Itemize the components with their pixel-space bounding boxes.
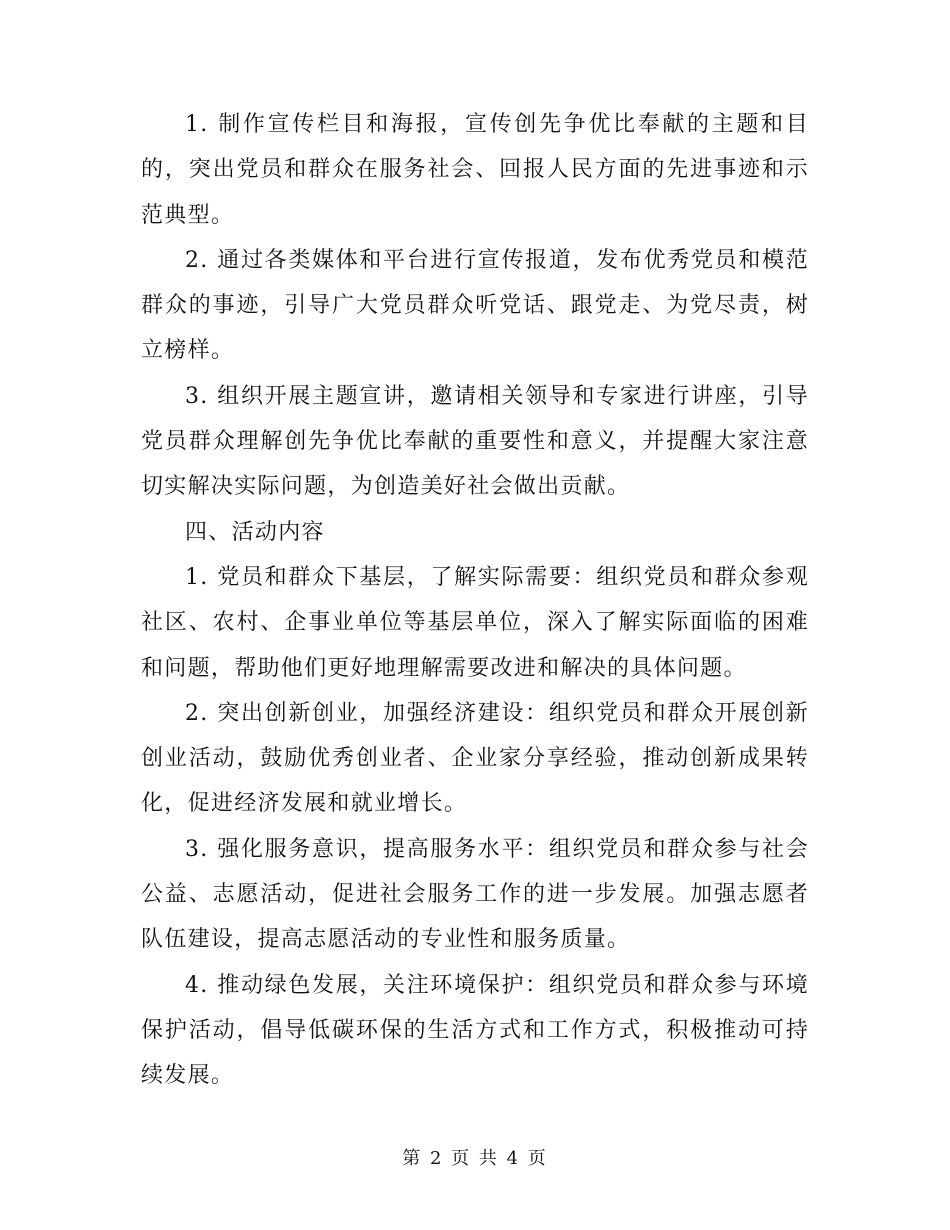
paragraph-activity-4: 4. 推动绿色发展，关注环境保护：组织党员和群众参与环境保护活动，倡导低碳环保的生活方式和工作方式，积极推动可持续发展。	[141, 972, 809, 1089]
paragraph-promotion-2: 2. 通过各类媒体和平台进行宣传报道，发布优秀党员和模范群众的事迹，引导广大党员群众听党话、跟党走、为党尽责，树立榜样。	[141, 247, 809, 364]
document-body	[141, 102, 809, 1099]
paragraph-activity-2: 2. 突出创新创业，加强经济建设：组织党员和群众开展创新创业活动，鼓励优秀创业者、企业家分享经验，推动创新成果转化，促进经济发展和就业增长。	[141, 700, 809, 817]
section-heading-activity-content: 四、活动内容	[185, 519, 325, 545]
page-number-footer: 第 2 页 共 4 页	[402, 1148, 548, 1169]
paragraph-promotion-3: 3. 组织开展主题宣讲，邀请相关领导和专家进行讲座，引导党员群众理解创先争优比奉献的重要性和意义，并提醒大家注意切实解决实际问题，为创造美好社会做出贡献。	[141, 383, 809, 500]
paragraph-promotion-1: 1. 制作宣传栏目和海报，宣传创先争优比奉献的主题和目的，突出党员和群众在服务社会、回报人民方面的先进事迹和示范典型。	[141, 112, 809, 228]
paragraph-activity-3: 3. 强化服务意识，提高服务水平：组织党员和群众参与社会公益、志愿活动，促进社会服务工作的进一步发展。加强志愿者队伍建设，提高志愿活动的专业性和服务质量。	[141, 836, 809, 953]
paragraph-activity-1: 1. 党员和群众下基层，了解实际需要：组织党员和群众参观社区、农村、企事业单位等基层单位，深入了解实际面临的困难和问题，帮助他们更好地理解需要改进和解决的具体问题。	[141, 564, 809, 681]
